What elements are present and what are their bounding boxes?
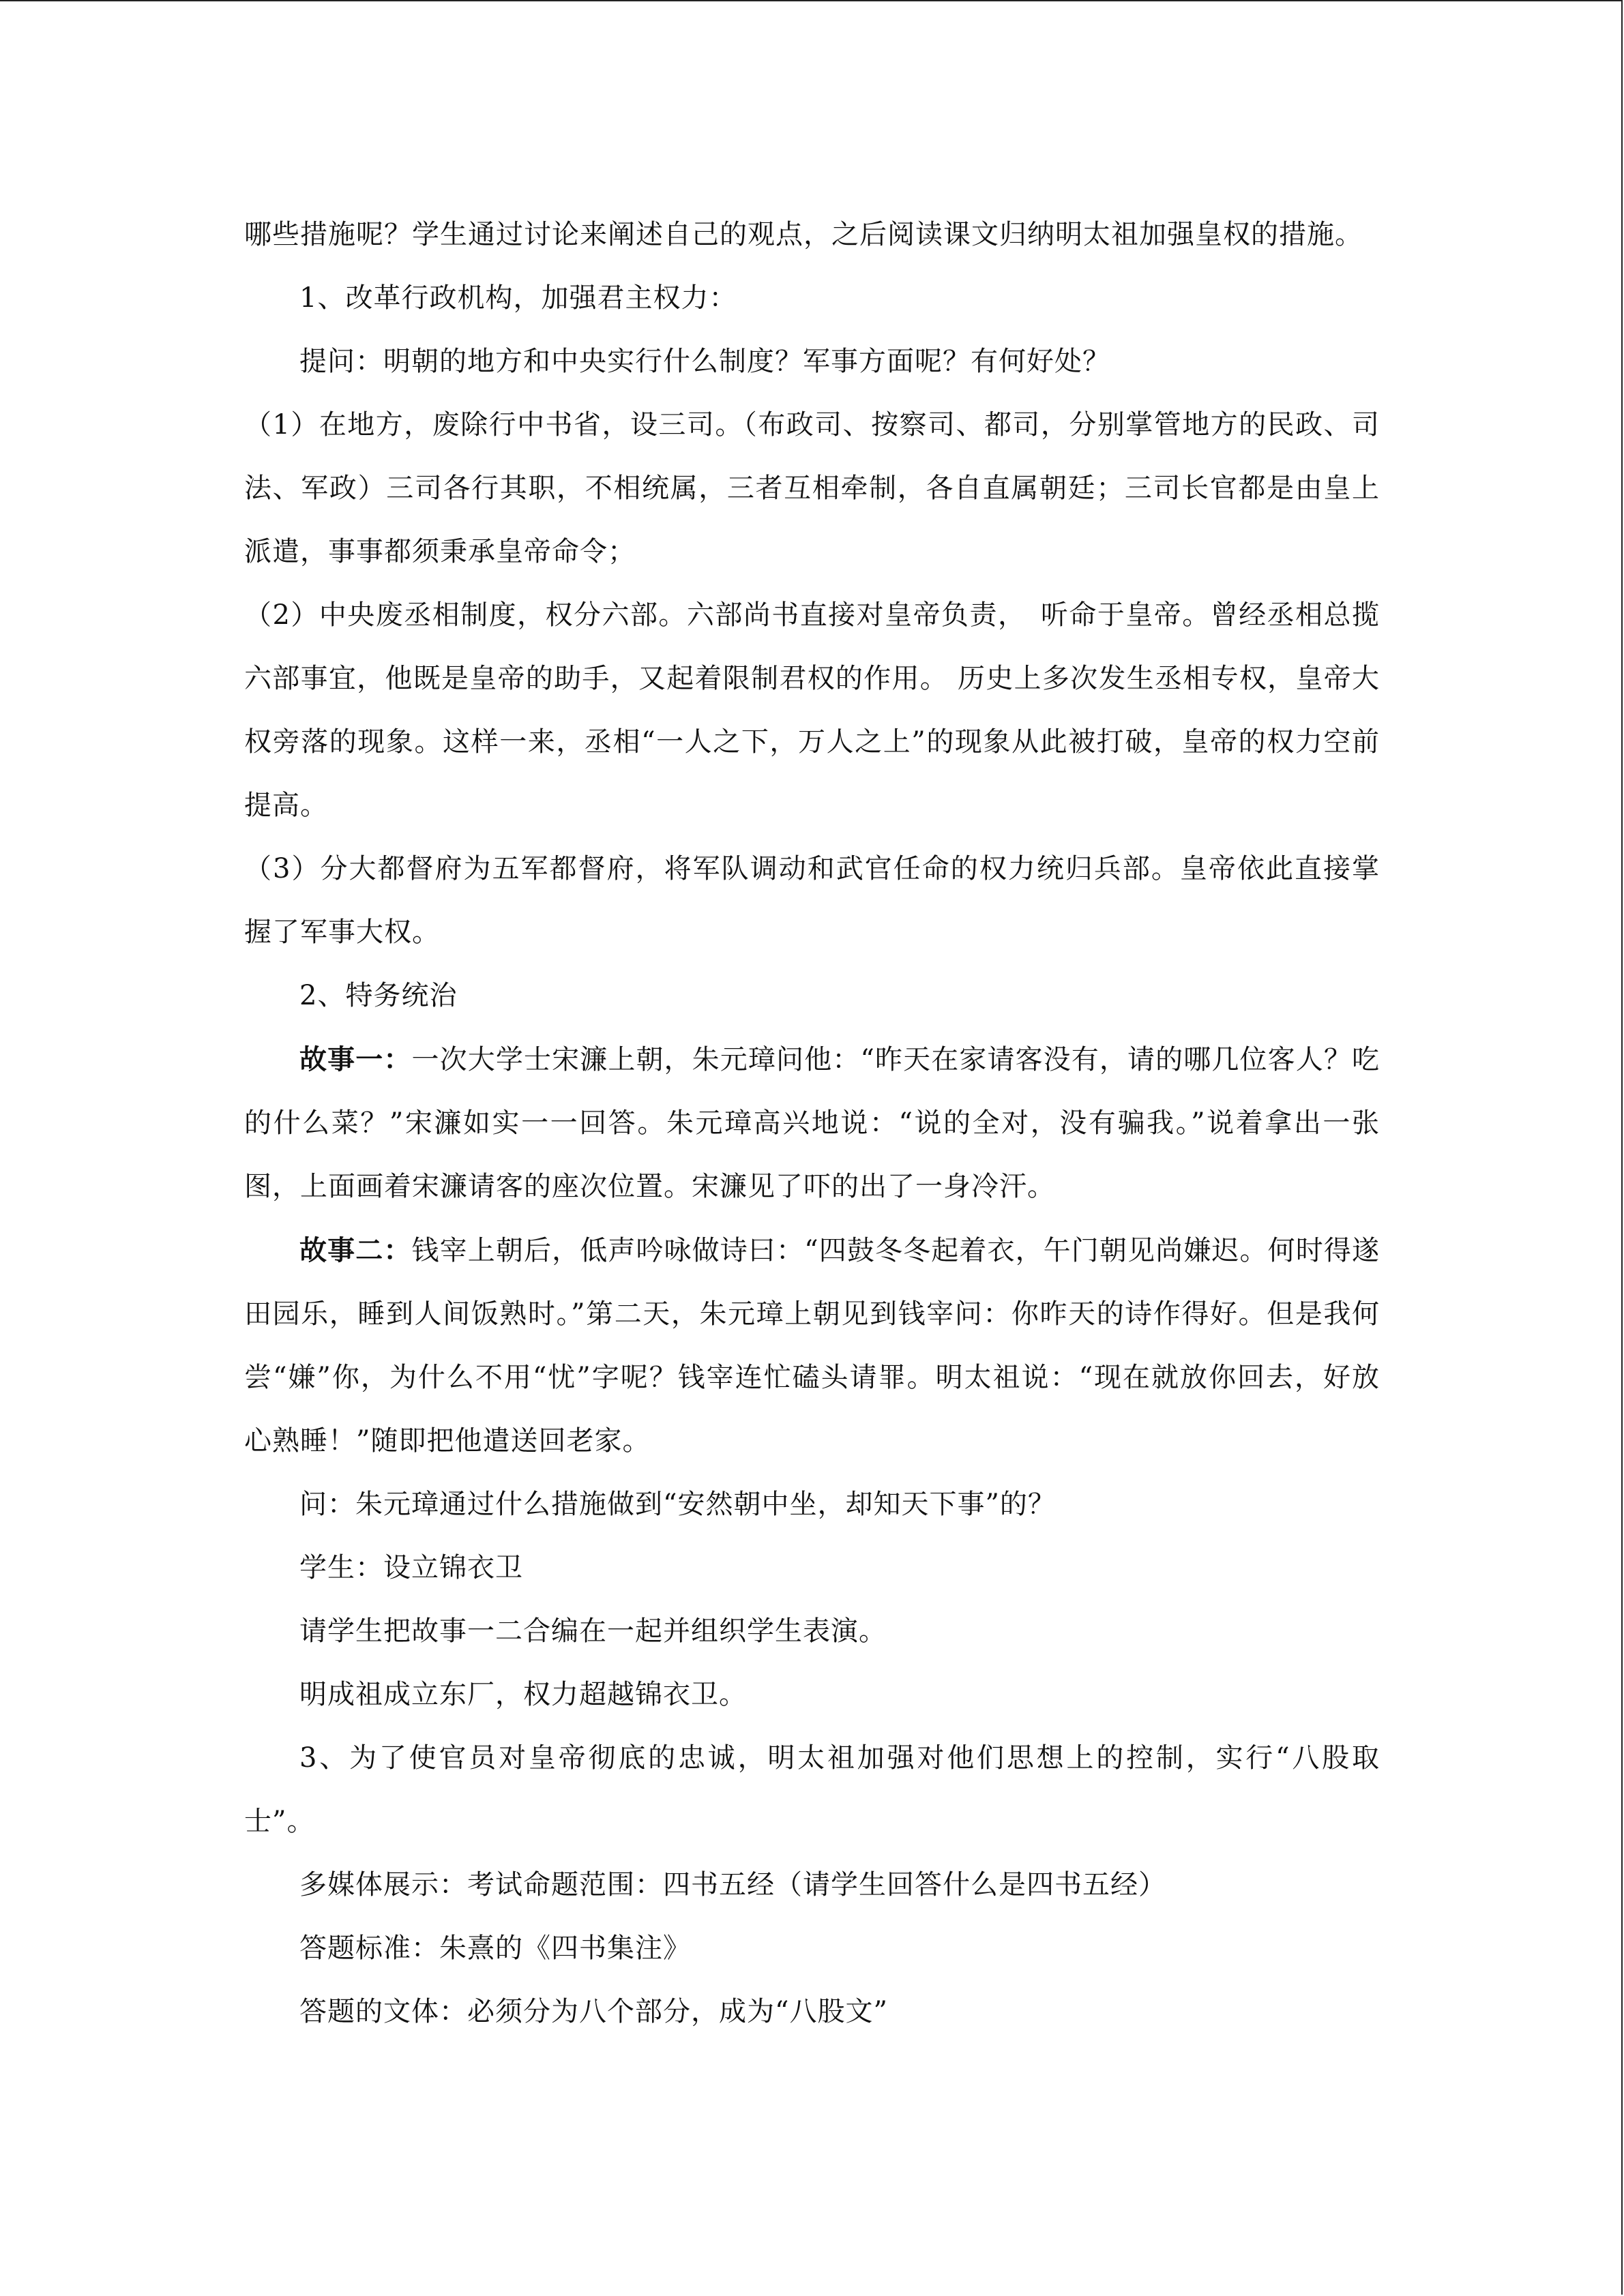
activity-paragraph: 请学生把故事一二合编在一起并组织学生表演。 <box>299 1615 887 1647</box>
story-2-text: 钱宰上朝后，低声吟咏做诗曰：“四鼓冬冬起着衣，午门朝见尚嫌迟。何时得遂田园乐，睡到人间饭熟时。”第二天，朱元璋上朝见到钱宰问：你昨天的诗作得好。但是我何尝“嫌”你，为什么不用“忧”字呢？钱宰连忙磕头请罪。明太祖说：“现在就放你回去，好放心熟睡！”随即把他遣送回老家。 <box>244 1235 1381 1457</box>
story-1-label: 故事一： <box>299 1043 412 1075</box>
answer-style-paragraph: 答题的文体：必须分为八个部分，成为“八股文” <box>299 1996 888 2027</box>
student-answer-paragraph: 学生：设立锦衣卫 <box>299 1552 523 1583</box>
section-heading-3: 3、为了使官员对皇帝彻底的忠诚，明太祖加强对他们思想上的控制，实行“八股取士”。 <box>244 1742 1380 1837</box>
story-2-paragraph <box>244 1219 1380 1473</box>
point-3-paragraph: （3）分大都督府为五军都督府，将军队调动和武官任命的权力统归兵部。皇帝依此直接掌握了军事大权。 <box>244 853 1380 948</box>
dongchang-paragraph: 明成祖成立东厂，权力超越锦衣卫。 <box>299 1679 747 1710</box>
paragraph-continuation: 哪些措施呢？学生通过讨论来阐述自己的观点，之后阅读课文归纳明太祖加强皇权的措施。 <box>244 219 1363 250</box>
answer-standard-paragraph: 答题标准：朱熹的《四书集注》 <box>299 1933 691 1964</box>
point-2-paragraph: （2）中央废丞相制度，权分六部。六部尚书直接对皇帝负责， 听命于皇帝。曾经丞相总揽六部事宜，他既是皇帝的助手，又起着限制君权的作用。 历史上多次发生丞相专权，皇帝大权旁落的现象。这样一来，丞相“一人之下，万人之上”的现象从此被打破，皇帝的权力空前提高。 <box>244 599 1380 821</box>
question-2-paragraph: 问：朱元璋通过什么措施做到“安然朝中坐，却知天下事”的？ <box>299 1489 1056 1520</box>
question-paragraph: 提问：明朝的地方和中央实行什么制度？军事方面呢？有何好处？ <box>299 346 1110 377</box>
story-1-paragraph <box>244 1028 1380 1219</box>
multimedia-paragraph: 多媒体展示：考试命题范围：四书五经（请学生回答什么是四书五经） <box>299 1869 1166 1900</box>
story-1-text: 一次大学士宋濂上朝，朱元璋问他：“昨天在家请客没有，请的哪几位客人？吃的什么菜？”宋濂如实一一回答。朱元璋高兴地说：“说的全对，没有骗我。”说着拿出一张图，上面画着宋濂请客的座次位置。宋濂见了吓的出了一身冷汗。 <box>244 1044 1381 1202</box>
document-body <box>244 203 1380 2044</box>
story-2-label: 故事二： <box>299 1234 412 1266</box>
section-heading-1: 1、改革行政机构，加强君主权力： <box>299 282 737 314</box>
section-heading-2: 2、特务统治 <box>299 980 458 1011</box>
point-1-paragraph: （1）在地方，废除行中书省，设三司。（布政司、按察司、都司，分别掌管地方的民政、司法、军政）三司各行其职，不相统属，三者互相牵制，各自直属朝廷；三司长官都是由皇上派遣，事事都须秉承皇帝命令； <box>244 409 1380 567</box>
